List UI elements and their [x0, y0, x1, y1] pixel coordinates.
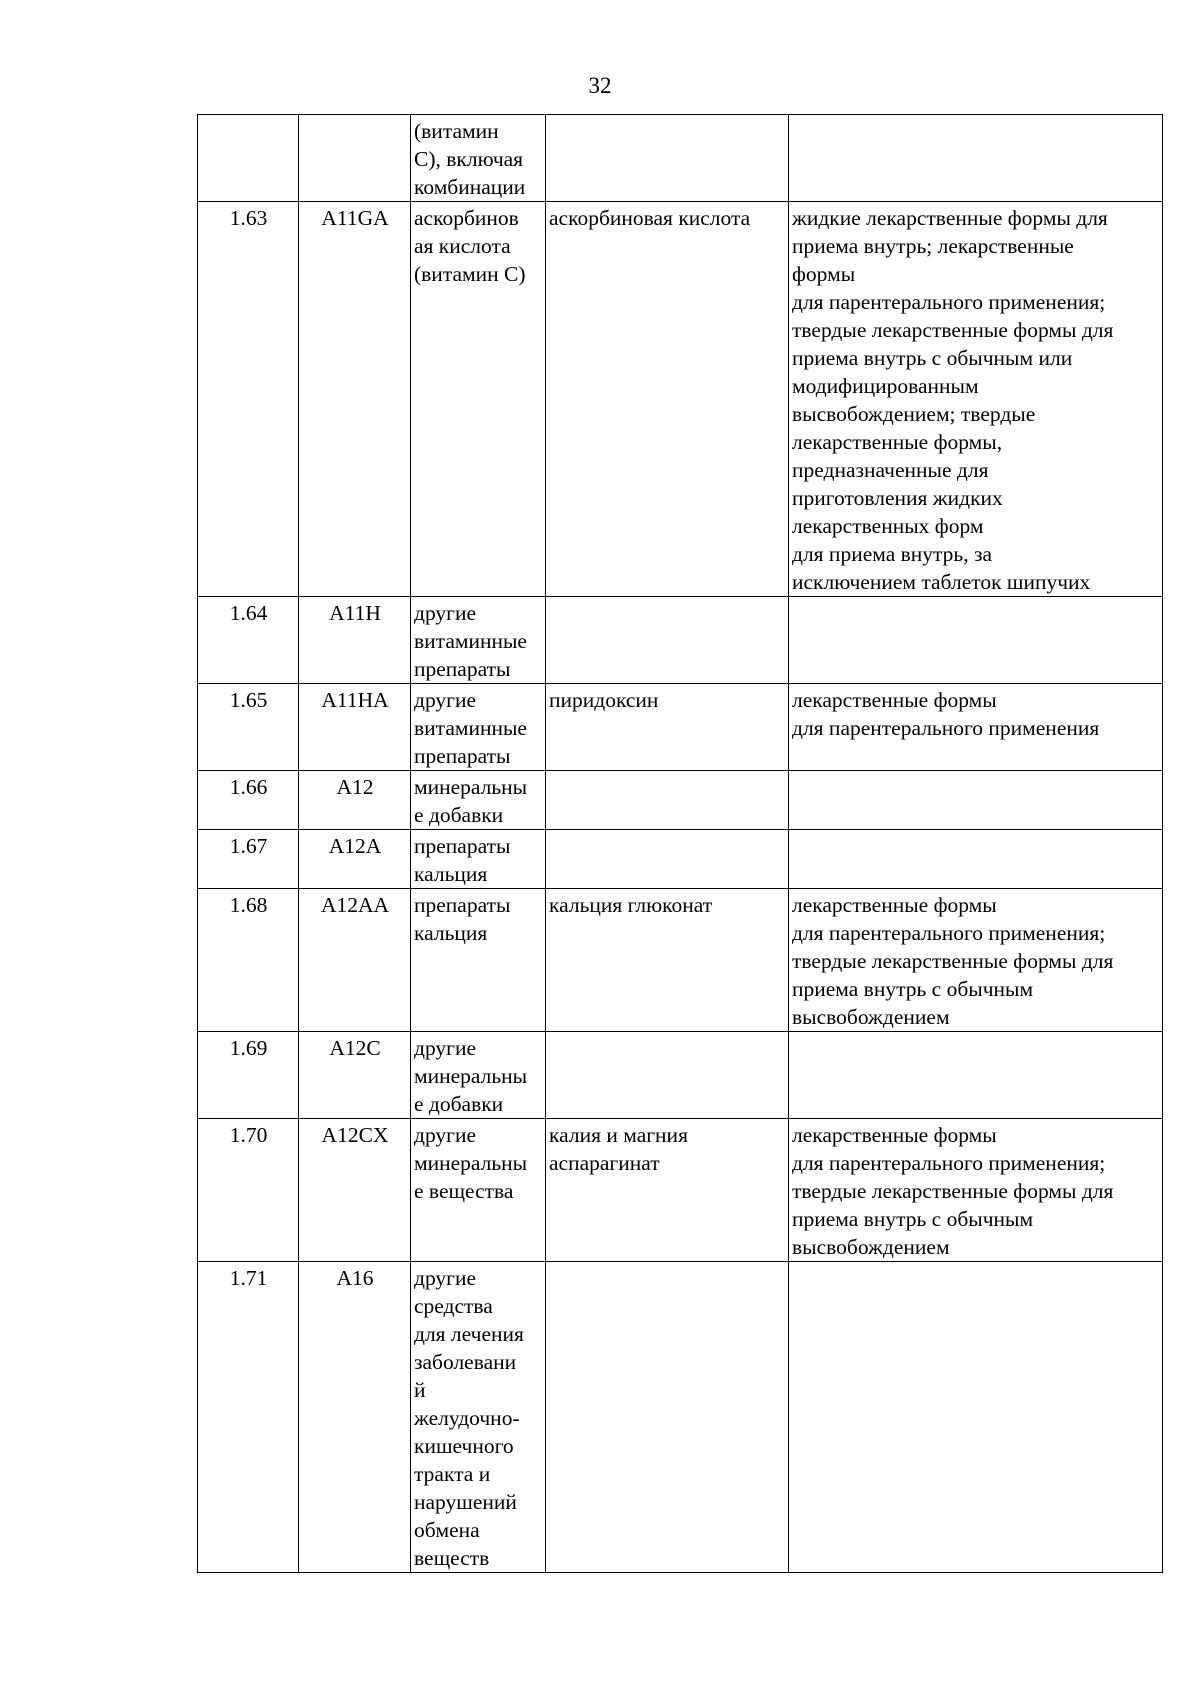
group-cell-line: витаминные	[414, 716, 527, 740]
substance-cell	[546, 1032, 789, 1119]
group-cell-line: средства	[414, 1294, 493, 1318]
dosage-forms-cell	[789, 202, 1163, 597]
dosage-forms-cell-line: для парентерального применения;	[792, 921, 1106, 945]
group-cell-line: другие	[414, 688, 477, 712]
dosage-forms-cell-line: для приема внутрь, за	[792, 542, 993, 566]
substance-cell	[546, 1262, 789, 1573]
dosage-forms-cell	[789, 889, 1163, 1032]
group-cell-line: кальция	[414, 921, 488, 945]
dosage-forms-cell	[789, 830, 1163, 889]
group-cell	[411, 115, 546, 202]
table-row	[198, 1262, 1163, 1573]
dosage-forms-cell-line: твердые лекарственные формы для	[792, 949, 1114, 973]
group-cell-line: й	[414, 1378, 426, 1402]
group-cell-line: кальция	[414, 862, 488, 886]
group-cell	[411, 202, 546, 597]
substance-cell-line: калия и магния	[549, 1123, 688, 1147]
group-cell-line: кишечного	[414, 1434, 514, 1458]
row-number-cell: 1.67	[198, 830, 299, 889]
substance-cell	[546, 830, 789, 889]
row-number-cell: 1.63	[198, 202, 299, 597]
atc-code-cell: A12AA	[299, 889, 411, 1032]
group-cell-line: другие	[414, 1036, 477, 1060]
dosage-forms-cell-line: формы	[792, 262, 856, 286]
group-cell-line: (витамин	[414, 119, 499, 143]
group-cell-line: нарушений	[414, 1490, 517, 1514]
dosage-forms-cell-line: предназначенные для	[792, 458, 989, 482]
dosage-forms-cell	[789, 597, 1163, 684]
group-cell-line: (витамин С)	[414, 262, 526, 286]
group-cell-line: препараты	[414, 657, 511, 681]
group-cell-line: веществ	[414, 1546, 490, 1570]
row-number-cell: 1.65	[198, 684, 299, 771]
group-cell	[411, 684, 546, 771]
group-cell-line: желудочно-	[414, 1406, 520, 1430]
substance-cell	[546, 889, 789, 1032]
substance-cell	[546, 202, 789, 597]
dosage-forms-cell-line: высвобождением; твердые	[792, 402, 1036, 426]
group-cell-line: е вещества	[414, 1179, 514, 1203]
group-cell	[411, 830, 546, 889]
table-row	[198, 684, 1163, 771]
group-cell	[411, 771, 546, 830]
group-cell	[411, 597, 546, 684]
dosage-forms-cell-line: для парентерального применения;	[792, 290, 1106, 314]
atc-code-cell: A12	[299, 771, 411, 830]
table-row	[198, 889, 1163, 1032]
group-cell-line: минеральны	[414, 775, 528, 799]
row-number-cell: 1.71	[198, 1262, 299, 1573]
dosage-forms-cell-line: для парентерального применения	[792, 716, 1100, 740]
dosage-forms-cell-line: лекарственные формы	[792, 893, 997, 917]
substance-cell	[546, 771, 789, 830]
group-cell	[411, 1032, 546, 1119]
group-cell-line: другие	[414, 1123, 477, 1147]
drug-table	[197, 114, 1163, 1573]
group-cell-line: тракта и	[414, 1462, 491, 1486]
group-cell-line: е добавки	[414, 1092, 504, 1116]
atc-code-cell: A12CX	[299, 1119, 411, 1262]
atc-code-cell: A11H	[299, 597, 411, 684]
atc-code-cell: A12A	[299, 830, 411, 889]
dosage-forms-cell-line: исключением таблеток шипучих	[792, 570, 1091, 594]
substance-cell-line: кальция глюконат	[549, 893, 713, 917]
dosage-forms-cell	[789, 1032, 1163, 1119]
group-cell-line: заболевани	[414, 1350, 517, 1374]
dosage-forms-cell-line: лекарственные формы	[792, 688, 997, 712]
dosage-forms-cell-line: лекарственные формы	[792, 1123, 997, 1147]
group-cell	[411, 889, 546, 1032]
group-cell-line: для лечения	[414, 1322, 524, 1346]
table-row	[198, 597, 1163, 684]
group-cell-line: комбинации	[414, 175, 526, 199]
group-cell-line: обмена	[414, 1518, 480, 1542]
table-row	[198, 1032, 1163, 1119]
group-cell-line: е добавки	[414, 803, 504, 827]
substance-cell	[546, 597, 789, 684]
dosage-forms-cell-line: жидкие лекарственные формы для	[792, 206, 1108, 230]
group-cell-line: ая кислота	[414, 234, 511, 258]
dosage-forms-cell-line: приема внутрь с обычным	[792, 1207, 1034, 1231]
substance-cell-line: аспарагинат	[549, 1151, 660, 1175]
dosage-forms-cell	[789, 1262, 1163, 1573]
group-cell-line: препараты	[414, 893, 511, 917]
group-cell-line: другие	[414, 1266, 477, 1290]
substance-cell-line: пиридоксин	[549, 688, 659, 712]
row-number-cell: 1.66	[198, 771, 299, 830]
table-row	[198, 1119, 1163, 1262]
group-cell-line: другие	[414, 601, 477, 625]
dosage-forms-cell-line: приема внутрь с обычным	[792, 977, 1034, 1001]
row-number-cell: 1.70	[198, 1119, 299, 1262]
dosage-forms-cell-line: высвобождением	[792, 1235, 950, 1259]
dosage-forms-cell	[789, 115, 1163, 202]
row-number-cell: 1.64	[198, 597, 299, 684]
row-number-cell	[198, 115, 299, 202]
table-row	[198, 202, 1163, 597]
dosage-forms-cell-line: для парентерального применения;	[792, 1151, 1106, 1175]
atc-code-cell	[299, 115, 411, 202]
group-cell-line: минеральны	[414, 1151, 528, 1175]
group-cell-line: препараты	[414, 744, 511, 768]
dosage-forms-cell-line: твердые лекарственные формы для	[792, 318, 1114, 342]
group-cell-line: препараты	[414, 834, 511, 858]
row-number-cell: 1.68	[198, 889, 299, 1032]
page-number: 32	[588, 73, 612, 98]
table-row	[198, 115, 1163, 202]
dosage-forms-cell	[789, 771, 1163, 830]
atc-code-cell: A12C	[299, 1032, 411, 1119]
group-cell	[411, 1119, 546, 1262]
row-number-cell: 1.69	[198, 1032, 299, 1119]
substance-cell	[546, 1119, 789, 1262]
group-cell-line: аскорбинов	[414, 206, 519, 230]
dosage-forms-cell	[789, 684, 1163, 771]
dosage-forms-cell	[789, 1119, 1163, 1262]
group-cell	[411, 1262, 546, 1573]
dosage-forms-cell-line: приема внутрь с обычным или	[792, 346, 1073, 370]
dosage-forms-cell-line: приема внутрь; лекарственные	[792, 234, 1074, 258]
group-cell-line: минеральны	[414, 1064, 528, 1088]
drug-table-body	[198, 115, 1163, 1573]
substance-cell	[546, 684, 789, 771]
dosage-forms-cell-line: приготовления жидких	[792, 486, 1003, 510]
table-row	[198, 830, 1163, 889]
dosage-forms-cell-line: твердые лекарственные формы для	[792, 1179, 1114, 1203]
dosage-forms-cell-line: лекарственные формы,	[792, 430, 1003, 454]
dosage-forms-cell-line: высвобождением	[792, 1005, 950, 1029]
group-cell-line: С), включая	[414, 147, 524, 171]
atc-code-cell: A11HA	[299, 684, 411, 771]
atc-code-cell: A16	[299, 1262, 411, 1573]
table-row	[198, 771, 1163, 830]
atc-code-cell: A11GA	[299, 202, 411, 597]
dosage-forms-cell-line: модифицированным	[792, 374, 979, 398]
group-cell-line: витаминные	[414, 629, 527, 653]
substance-cell	[546, 115, 789, 202]
substance-cell-line: аскорбиновая кислота	[549, 206, 751, 230]
dosage-forms-cell-line: лекарственных форм	[792, 514, 984, 538]
